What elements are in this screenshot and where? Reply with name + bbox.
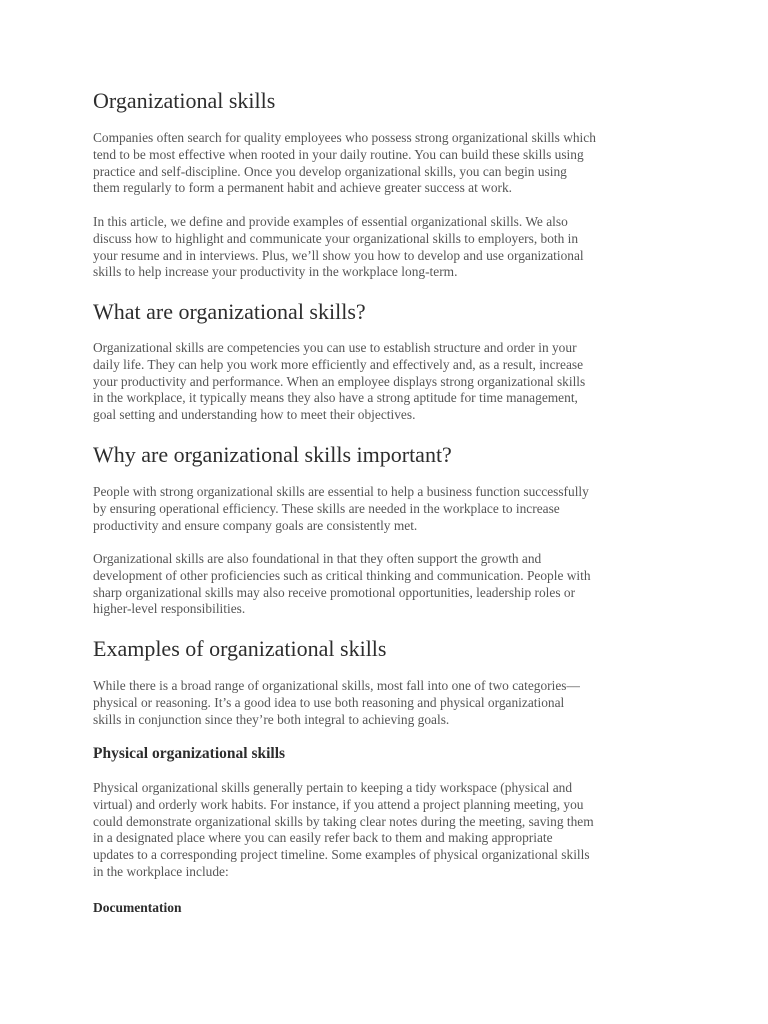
text-line: higher-level responsibilities. xyxy=(93,601,246,617)
physical-paragraph-1 xyxy=(93,780,683,881)
text-line: tend to be most effective when rooted in your daily routine. You can build these skills using xyxy=(93,146,584,162)
text-line: discuss how to highlight and communicate your organizational skills to employers, both in xyxy=(93,230,579,246)
intro-paragraph-2 xyxy=(93,214,683,281)
examples-paragraph-1 xyxy=(93,678,683,728)
text-line: goal setting and understanding how to meet their objectives. xyxy=(93,407,416,423)
text-line: daily life. They can help you work more efficiently and effectively and, as a result, increase xyxy=(93,356,584,372)
text-line: in the workplace include: xyxy=(93,863,229,879)
text-line: Companies often search for quality employees who possess strong organizational skills which xyxy=(93,130,596,145)
text-line: could demonstrate organizational skills by taking clear notes during the meeting, saving them xyxy=(93,813,594,829)
text-line: While there is a broad range of organizational skills, most fall into one of two categories— xyxy=(93,678,580,693)
text-line: virtual) and orderly work habits. For instance, if you attend a project planning meeting, you xyxy=(93,796,584,812)
section-heading-what: What are organizational skills? xyxy=(93,299,366,324)
section-heading-examples: Examples of organizational skills xyxy=(93,636,387,661)
text-line: People with strong organizational skills are essential to help a business function successfully xyxy=(93,484,589,499)
section-heading-why: Why are organizational skills important? xyxy=(93,442,452,467)
why-paragraph-2 xyxy=(93,551,683,618)
subheading-documentation: Documentation xyxy=(93,900,182,915)
text-line: them regularly to form a permanent habit and achieve greater success at work. xyxy=(93,180,513,196)
text-line: updates to a corresponding project timeline. Some examples of physical organizational skills xyxy=(93,847,590,863)
text-line: Organizational skills are also foundational in that they often support the growth and xyxy=(93,551,542,566)
text-line: in the workplace, it typically means they also have a strong aptitude for time management, xyxy=(93,390,578,406)
subsection-heading-physical: Physical organizational skills xyxy=(93,745,286,762)
text-line: sharp organizational skills may also receive promotional opportunities, leadership roles or xyxy=(93,584,576,600)
text-line: skills to help increase your productivity in the workplace long-term. xyxy=(93,264,458,280)
text-line: in a designated place where you can easily refer back to them and making appropriate xyxy=(93,830,553,846)
page-title: Organizational skills xyxy=(93,88,276,113)
text-line: productivity and ensure company goals are consistently met. xyxy=(93,517,418,533)
intro-paragraph-1 xyxy=(93,130,683,197)
text-line: your productivity and performance. When an employee displays strong organizational skills xyxy=(93,373,586,389)
text-line: development of other proficiencies such as critical thinking and communication. People with xyxy=(93,567,591,583)
text-line: practice and self-discipline. Once you develop organizational skills, you can begin using xyxy=(93,163,567,179)
why-paragraph-1 xyxy=(93,484,683,534)
text-line: by ensuring operational efficiency. These skills are needed in the workplace to increase xyxy=(93,500,560,516)
text-line: Organizational skills are competencies you can use to establish structure and order in your xyxy=(93,340,577,355)
text-line: In this article, we define and provide examples of essential organizational skills. We also xyxy=(93,214,568,229)
text-line: physical or reasoning. It’s a good idea to use both reasoning and physical organizational xyxy=(93,694,565,710)
text-line: your resume and in interviews. Plus, we’ll show you how to develop and use organizational xyxy=(93,247,584,263)
text-line: Physical organizational skills generally pertain to keeping a tidy workspace (physical and xyxy=(93,780,573,795)
text-line: skills in conjunction since they’re both integral to achieving goals. xyxy=(93,711,450,727)
what-paragraph-1 xyxy=(93,340,683,424)
